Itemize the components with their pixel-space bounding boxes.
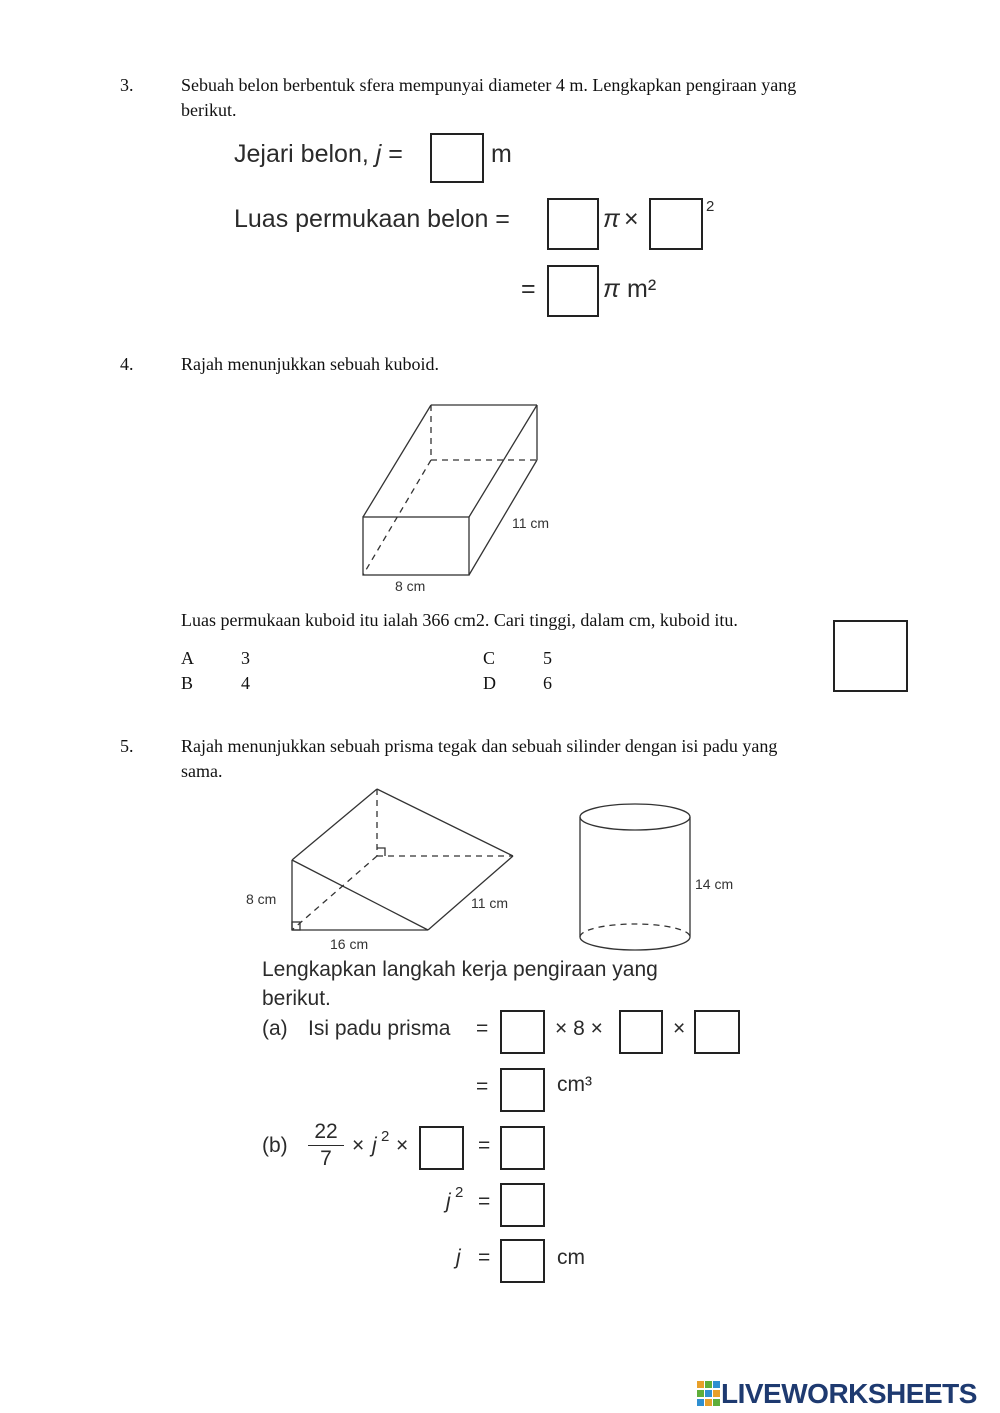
liveworksheets-logo <box>697 1378 977 1410</box>
q5-part-a-label: (a) <box>262 1017 288 1040</box>
q5-a-times: × <box>673 1017 686 1040</box>
q5-a-times-8: × 8 × <box>555 1017 603 1040</box>
q5-b-times-1: × <box>352 1134 365 1157</box>
cylinder-label-14cm: 14 cm <box>695 876 734 892</box>
q5-b-eq-2: = <box>478 1190 491 1213</box>
q5-text-line2: sama. <box>181 761 223 781</box>
q3-eq-2: = <box>521 275 536 303</box>
prism-label-8cm: 8 cm <box>246 891 277 907</box>
q5-a-eq-1: = <box>476 1017 489 1040</box>
q5-b-var-j: j <box>372 1134 377 1157</box>
cuboid-diagram <box>340 380 600 600</box>
q4-question: Luas permukaan kuboid itu ialah 366 cm2. Cari tinggi, dalam cm, kuboid itu. <box>181 610 738 630</box>
q5-b-times-2: × <box>396 1134 409 1157</box>
q5-a-box-1[interactable] <box>500 1010 545 1054</box>
q3-eq-1: = <box>388 140 403 168</box>
cuboid-front-face <box>363 517 469 575</box>
q5-part-a-text: Isi padu prisma <box>308 1017 451 1040</box>
prism-edge-top-left <box>292 789 377 860</box>
q4-option-a-value: 3 <box>241 648 250 668</box>
q4-option-b-value: 4 <box>241 673 250 693</box>
q3-unit-m: m <box>491 140 512 168</box>
q5-b-eq-1: = <box>478 1134 491 1157</box>
q3-times: × <box>624 205 639 233</box>
q5-b-var-j-2: j <box>446 1190 451 1213</box>
q4-option-d[interactable] <box>483 670 496 696</box>
cuboid-edge-top-left <box>363 405 431 517</box>
q3-radius-label <box>234 140 403 169</box>
cuboid-edge-top-right <box>469 405 537 517</box>
prism-label-16cm: 16 cm <box>330 936 369 952</box>
q3-radius-label-text: Jejari belon, <box>234 140 369 168</box>
q4-option-d-value: 6 <box>543 673 552 693</box>
q5-b-sup-2-b: 2 <box>455 1184 464 1201</box>
q5-part-b-label: (b) <box>262 1134 288 1157</box>
prism-label-11cm: 11 cm <box>471 895 509 911</box>
q4-option-c-letter: C <box>483 648 496 668</box>
q5-b-sup-2: 2 <box>381 1128 390 1145</box>
q5-text-line1: Rajah menunjukkan sebuah prisma tegak dan sebuah silinder dengan isi padu yang <box>181 736 778 756</box>
q3-surface-result-box[interactable] <box>547 265 599 317</box>
liveworksheets-logo-text: LIVEWORKSHEETS <box>721 1378 977 1409</box>
q4-text: Rajah menunjukkan sebuah kuboid. <box>181 354 439 374</box>
q4-answer-box[interactable] <box>833 620 908 692</box>
prism-edge-top-right <box>377 789 513 856</box>
q5-a-box-2[interactable] <box>619 1010 663 1054</box>
q3-surface-radius-box[interactable] <box>649 198 703 250</box>
q3-surface-coef-box[interactable] <box>547 198 599 250</box>
q4-option-b[interactable] <box>181 670 193 696</box>
q5-b-var-j-3: j <box>456 1246 461 1269</box>
q5-fraction-den: 7 <box>320 1147 332 1170</box>
q5-a-box-3[interactable] <box>694 1010 740 1054</box>
q5-b-volume-box[interactable] <box>500 1126 545 1170</box>
q4-option-c-value: 5 <box>543 648 552 668</box>
q5-b-height-box[interactable] <box>419 1126 464 1170</box>
q5-b-j-box[interactable] <box>500 1239 545 1283</box>
q3-pi-1: π <box>603 205 620 233</box>
q3-radius-answer-box[interactable] <box>430 133 484 183</box>
prism-diagram <box>240 780 540 960</box>
prism-right-angle-back <box>377 848 385 856</box>
q4-option-b-letter: B <box>181 673 194 693</box>
q5-instruction-line1: Lengkapkan langkah kerja pengiraan yang <box>262 958 658 981</box>
q3-unit-m2: m² <box>627 275 657 303</box>
q4-option-d-letter: D <box>483 673 496 693</box>
q5-b-eq-3: = <box>478 1246 491 1269</box>
q5-b-j2-box[interactable] <box>500 1183 545 1227</box>
q3-sup-2: 2 <box>706 198 715 215</box>
prism-edge-bottom-right <box>428 856 513 930</box>
q5-b-unit-cm: cm <box>557 1246 585 1269</box>
q5-fraction <box>306 1120 346 1171</box>
q3-number: 3. <box>120 75 134 95</box>
q3-text-line1: Sebuah belon berbentuk sfera mempunyai diameter 4 m. Lengkapkan pengiraan yang <box>181 75 797 95</box>
cylinder-bottom-hidden <box>580 924 690 937</box>
cuboid-label-11cm: 11 cm <box>512 515 550 531</box>
cylinder-bottom-front <box>580 937 690 950</box>
liveworksheets-logo-icon <box>697 1381 721 1407</box>
q4-option-c[interactable] <box>483 645 495 671</box>
q5-number: 5. <box>120 736 134 756</box>
q5-a-unit-cm3: cm³ <box>557 1073 592 1096</box>
q3-pi-2: π <box>603 275 620 303</box>
q4-option-a[interactable] <box>181 645 194 671</box>
q5-fraction-num: 22 <box>314 1120 338 1143</box>
q4-number: 4. <box>120 354 134 374</box>
q5-fraction-bar <box>308 1145 344 1146</box>
q3-text-line2: berikut. <box>181 100 237 120</box>
q3-var-j: j <box>375 140 382 168</box>
q5-instruction-line2: berikut. <box>262 987 331 1010</box>
q5-a-result-box[interactable] <box>500 1068 545 1112</box>
q4-option-a-letter: A <box>181 648 194 668</box>
cylinder-diagram <box>570 795 760 960</box>
cylinder-top-ellipse <box>580 804 690 830</box>
cuboid-label-8cm: 8 cm <box>395 578 426 594</box>
q5-a-eq-2: = <box>476 1075 489 1098</box>
q3-surface-label: Luas permukaan belon = <box>234 205 510 233</box>
